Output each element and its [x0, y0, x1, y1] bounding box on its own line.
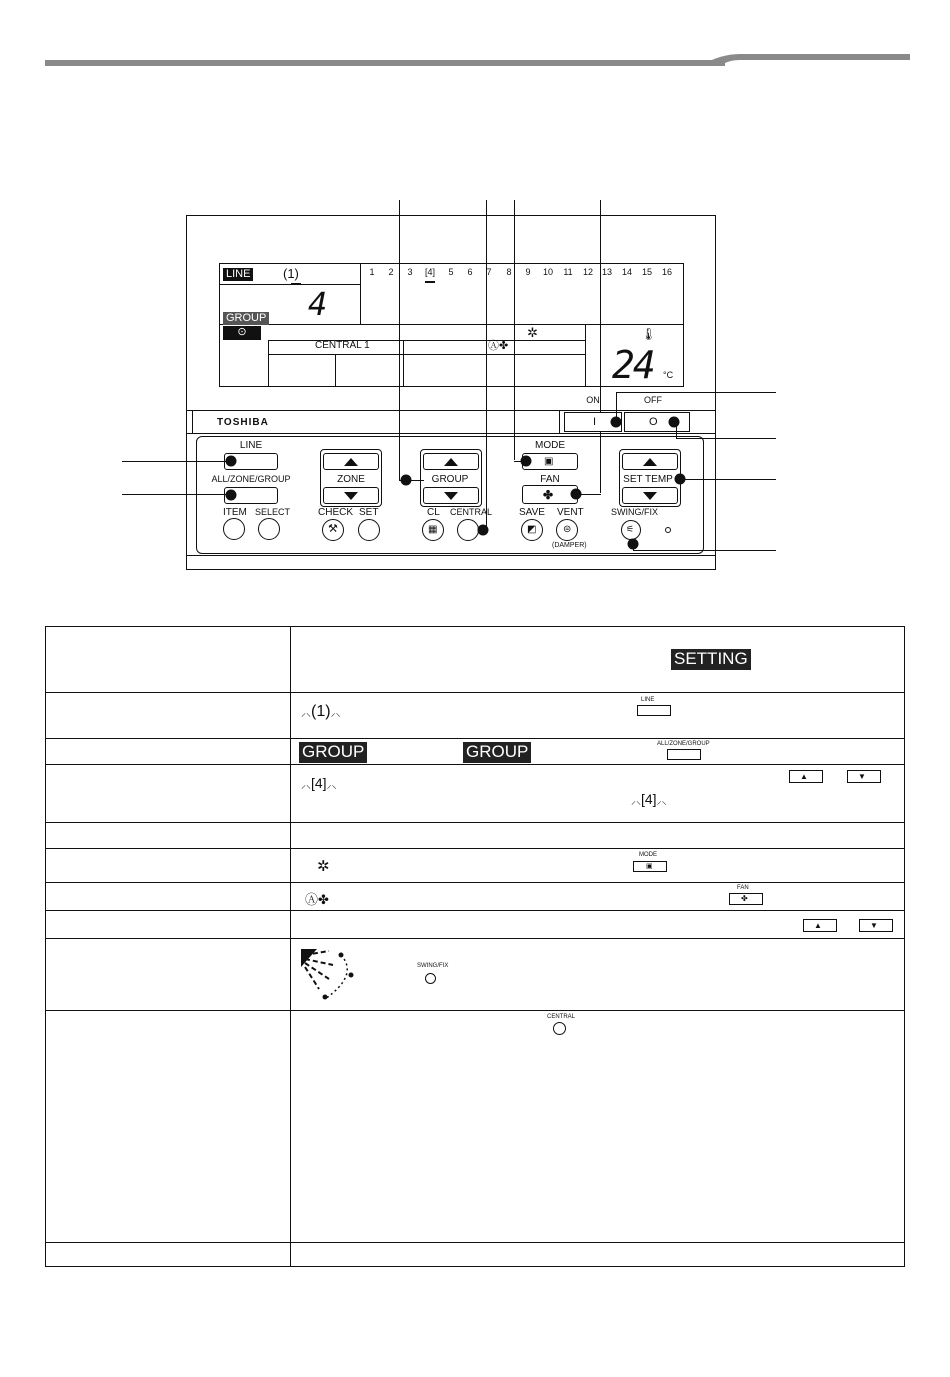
vent-label: VENT	[557, 507, 584, 518]
mini-down-arrow-temp: ▼	[859, 919, 893, 932]
mini-line-label: LINE	[641, 697, 655, 703]
lcd-unit-number: 3	[407, 267, 413, 277]
select-button[interactable]	[258, 518, 280, 540]
controller-bottom-edge	[186, 555, 716, 570]
mini-all-zone-group-button	[667, 749, 701, 760]
lcd-thermometer-icon: 🌡︎	[641, 327, 657, 341]
lcd-unit-number: 8	[506, 267, 512, 277]
check-button[interactable]	[322, 519, 344, 541]
lcd-unit-number: 10	[542, 267, 554, 277]
auto-fan-icon: Ⓐ✤	[305, 892, 329, 907]
central-label: CENTRAL	[450, 507, 493, 517]
lcd-unit-number: 9	[525, 267, 531, 277]
callout-line-swing	[633, 550, 776, 551]
check-label: CHECK	[318, 507, 354, 518]
lcd-temperature: 24	[612, 343, 654, 387]
mini-fan-button: ✤	[729, 893, 763, 905]
lcd-unit-number: 5	[448, 267, 454, 277]
vent-button[interactable]	[556, 519, 578, 541]
brand-logo: TOSHIBA	[217, 417, 269, 428]
mini-mode-button: ▣	[633, 861, 667, 872]
mini-up-arrow-temp: ▲	[803, 919, 837, 932]
heat-icon: ✲	[317, 858, 330, 875]
damper-label: (DAMPER)	[552, 542, 587, 549]
temp-down-button[interactable]	[622, 487, 678, 504]
callout-dot-central	[478, 525, 489, 536]
fan-icon: ✤	[543, 488, 554, 502]
mini-swing-fix-button	[425, 973, 436, 984]
save-icon: ◩	[527, 524, 537, 535]
lcd-timer-icon: ⊙	[223, 326, 261, 340]
zone-down-button[interactable]	[323, 487, 379, 504]
item-button[interactable]	[223, 518, 245, 540]
lcd-unit-number: [4]	[424, 267, 436, 277]
lcd-group-number: 4	[308, 285, 328, 323]
swing-louver-icon	[299, 947, 359, 1001]
mini-central-label: CENTRAL	[547, 1014, 576, 1020]
set-temp-label: SET TEMP	[623, 474, 673, 485]
wrench-icon: ⚒	[328, 523, 338, 535]
callout-line-off	[676, 438, 776, 439]
lcd-unit-number: 7	[486, 267, 492, 277]
mini-swing-fix-label: SWING/FIX	[417, 963, 449, 969]
callout-dot-all	[226, 490, 237, 501]
cl-button[interactable]	[422, 519, 444, 541]
group-up-button[interactable]	[423, 453, 479, 470]
mini-fan-label: FAN	[737, 885, 749, 891]
set-label: SET	[359, 507, 379, 518]
filter-icon: ▦	[428, 524, 438, 535]
function-table	[45, 626, 905, 1267]
line-indicator-blinking: ⸝⸜(1)⸝⸜	[301, 703, 341, 720]
lcd-central-label: CENTRAL 1	[315, 340, 370, 351]
unit-indicator-blinking: ⸝⸜[4]⸝⸜	[301, 775, 337, 791]
lcd-line-value: (1)	[283, 266, 299, 281]
header-rule	[45, 60, 725, 66]
group-badge-1: GROUP	[299, 742, 367, 763]
save-button[interactable]	[521, 519, 543, 541]
zone-label: ZONE	[337, 474, 365, 485]
callout-line-set-temp	[680, 479, 776, 480]
vent-icon: ⊜	[563, 524, 572, 535]
set-button[interactable]	[358, 519, 380, 541]
table-cell	[46, 627, 291, 693]
select-label: SELECT	[255, 507, 291, 517]
lcd-unit-number: 1	[369, 267, 375, 277]
callout-dot-off	[669, 417, 680, 428]
lcd-unit-number: 15	[641, 267, 653, 277]
all-zone-group-label: ALL/ZONE/GROUP	[211, 474, 291, 484]
lcd-unit-number: 12	[582, 267, 594, 277]
line-label: LINE	[239, 440, 263, 451]
central-button[interactable]	[457, 519, 479, 541]
item-label: ITEM	[223, 507, 247, 518]
lcd-unit-number: 11	[563, 267, 573, 277]
on-label: ON	[586, 395, 600, 405]
swing-fix-label: SWING/FIX	[611, 507, 658, 517]
mini-mode-label: MODE	[639, 852, 657, 858]
indicator-lamp	[665, 527, 671, 533]
lcd-unit-number: 2	[388, 267, 394, 277]
lcd-unit-number: 13	[601, 267, 613, 277]
cl-label: CL	[427, 507, 440, 518]
mini-all-zone-group-label: ALL/ZONE/GROUP	[657, 741, 710, 747]
mini-down-arrow: ▼	[847, 770, 881, 783]
mini-up-arrow: ▲	[789, 770, 823, 783]
swing-icon: ⚟	[626, 524, 635, 534]
unit-indicator-blinking-2: ⸝⸜[4]⸝⸜	[631, 791, 667, 807]
off-label: OFF	[644, 395, 662, 405]
callout-line-all	[122, 494, 230, 495]
group-label: GROUP	[431, 474, 469, 485]
table-cell	[291, 627, 905, 693]
lcd-heat-icon: ✲	[527, 325, 538, 340]
off-button[interactable]: O	[624, 412, 690, 432]
lcd-line-label: LINE	[223, 268, 253, 281]
mode-icon: ▣	[544, 456, 554, 467]
callout-line-on	[616, 392, 776, 393]
setting-badge: SETTING	[671, 649, 751, 670]
mode-label: MODE	[535, 440, 565, 451]
mini-central-button	[553, 1022, 566, 1035]
callout-dot-line	[226, 456, 237, 467]
group-down-button[interactable]	[423, 487, 479, 504]
lcd-group-label: GROUP	[223, 312, 269, 325]
group-badge-2: GROUP	[463, 742, 531, 763]
lcd-temp-unit: °C	[663, 370, 674, 380]
lcd-auto-fan-icon: Ⓐ✤	[488, 340, 509, 352]
mini-line-button	[637, 705, 671, 716]
lcd-unit-number: 16	[661, 267, 673, 277]
lcd-unit-number: 6	[467, 267, 473, 277]
header-rule-tab	[700, 52, 910, 68]
fan-label: FAN	[540, 474, 560, 485]
callout-line-line	[122, 461, 230, 462]
on-button[interactable]: I	[564, 412, 622, 432]
swing-fix-button[interactable]	[621, 520, 641, 540]
zone-up-button[interactable]	[323, 453, 379, 470]
temp-up-button[interactable]	[622, 453, 678, 470]
lcd-unit-number: 14	[621, 267, 633, 277]
save-label: SAVE	[519, 507, 545, 518]
